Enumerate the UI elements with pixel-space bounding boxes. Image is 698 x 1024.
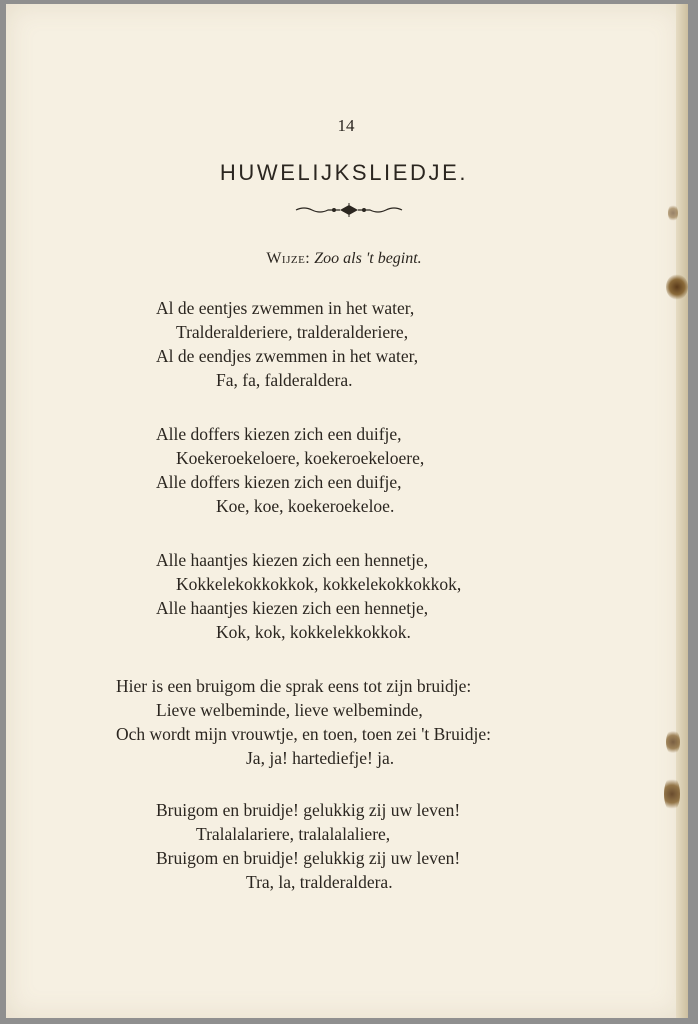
verse-line: Alle haantjes kiezen zich een hennetje, [156, 550, 429, 570]
verse-line: Bruigom en bruidje! gelukkig zij uw leven! [156, 800, 461, 820]
verse-line: Al de eentjes zwemmen in het water, [156, 298, 415, 318]
page-number: 14 [337, 116, 355, 135]
paper-stain [666, 729, 680, 755]
song-title: HUWELIJKSLIEDJE. [219, 160, 469, 185]
page-edge [676, 4, 688, 1018]
verse-line: Alle doffers kiezen zich een duifje, [156, 472, 402, 492]
book-page [6, 4, 682, 1018]
verse-line: Koekeroekeloere, koekeroekeloere, [176, 448, 425, 468]
verse-line: Alle doffers kiezen zich een duifje, [156, 424, 402, 444]
verse-line: Fa, fa, falderaldera. [216, 370, 353, 390]
verse-line: Tra, la, tralderaldera. [246, 872, 393, 892]
verse-line: Hier is een bruigom die sprak eens tot zijn bruidje: [116, 676, 472, 696]
verse-line: Och wordt mijn vrouwtje, en toen, toen zei 't Bruidje: [116, 724, 491, 744]
tune-line [6, 250, 682, 268]
verse-line: Ja, ja! hartediefje! ja. [246, 748, 395, 768]
scroll-ornament-icon [294, 202, 404, 218]
verse-line: Kok, kok, kokkelekkokkok. [216, 622, 411, 642]
tune-name: Zoo als 't begint. [314, 250, 422, 267]
paper-stain [664, 776, 680, 812]
verse-line: Bruigom en bruidje! gelukkig zij uw leven! [156, 848, 461, 868]
paper-stain [668, 204, 678, 222]
tune-label: Wijze: [266, 250, 311, 267]
verse-line: Lieve welbeminde, lieve welbeminde, [156, 700, 423, 720]
verse-line: Kokkelekokkokkok, kokkelekokkokkok, [176, 574, 462, 594]
verse-line: Tralalalariere, tralalalaliere, [196, 824, 391, 844]
verse-line: Tralderalderiere, tralderalderiere, [176, 322, 409, 342]
verse-line: Al de eendjes zwemmen in het water, [156, 346, 419, 366]
paper-stain [666, 274, 688, 300]
verse-line: Alle haantjes kiezen zich een hennetje, [156, 598, 429, 618]
verse-line: Koe, koe, koekeroekeloe. [216, 496, 395, 516]
